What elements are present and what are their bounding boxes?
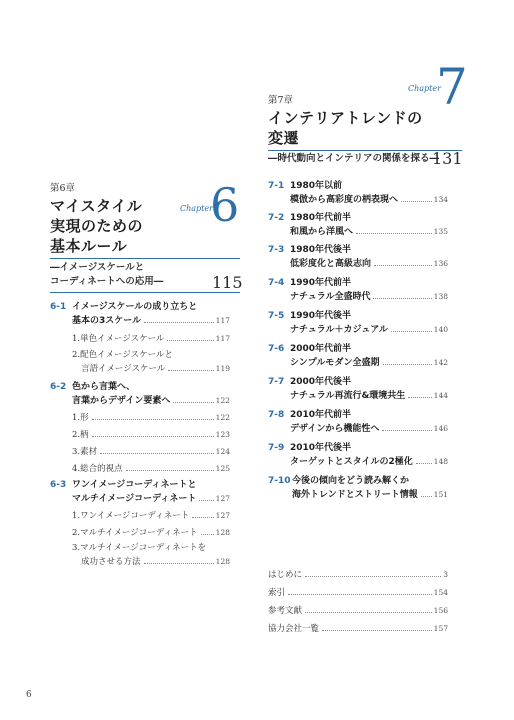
toc-entry-6-1[interactable] — [50, 301, 230, 328]
entry-title-line-2: ターゲットとスタイルの2極化 — [290, 457, 413, 467]
subentry-page: 117 — [215, 334, 230, 343]
subentry-title: 3.素材 — [72, 447, 98, 457]
chapter6-subtitle — [50, 261, 163, 289]
entry-title-line-2: 低彩度化と高級志向 — [290, 259, 372, 269]
toc-subentry-6-2-3[interactable] — [72, 445, 230, 459]
chapter6-rule-bottom — [50, 292, 240, 293]
entry-title-line-1: イメージスケールの成り立ちと — [72, 302, 198, 312]
toc-subentry-6-1-2[interactable] — [72, 349, 230, 376]
entry-title-line-1: 2010年代前半 — [290, 410, 352, 420]
entry-number: 7-6 — [268, 344, 285, 354]
subentry-page: 128 — [215, 528, 230, 537]
subentry-page: 128 — [215, 557, 230, 566]
chapter6-subtitle-line-2: コーディネートへの応用― — [50, 276, 164, 287]
chapter6-big-number: 6 — [210, 178, 240, 232]
entry-number: 7-3 — [268, 245, 285, 255]
subentry-title-line-2: 成功させる方法 — [81, 557, 141, 567]
subentry-title-line-1: 3.マルチイメージコーディネートを — [72, 543, 207, 553]
chapter7-title-line-2: 変遷 — [268, 129, 300, 147]
entry-page: 146 — [433, 424, 448, 433]
toc-entry-7-6[interactable] — [268, 343, 448, 370]
chapter6-chapter-word: Chapter — [180, 204, 213, 213]
toc-backmatter-index[interactable] — [268, 586, 448, 600]
entry-number: 7-10 — [268, 476, 291, 486]
toc-subentry-6-2-1[interactable] — [72, 411, 230, 425]
toc-entry-7-10[interactable] — [268, 475, 448, 502]
entry-title-line-1: 2000年代前半 — [290, 344, 352, 354]
toc-entry-7-3[interactable] — [268, 244, 448, 271]
entry-number: 7-8 — [268, 410, 285, 420]
entry-title-line-1: 1990年代前半 — [290, 278, 352, 288]
chapter6-page: 115 — [212, 273, 243, 292]
backmatter-page: 156 — [433, 606, 448, 615]
entry-number: 7-5 — [268, 311, 285, 321]
entry-title-line-1: 今後の傾向をどう読み解くか — [292, 476, 410, 486]
chapter7-title-line-1: インテリアトレンドの — [268, 109, 423, 127]
subentry-title: 2.柄 — [72, 430, 89, 440]
entry-title-line-1: 色から言葉へ、 — [72, 382, 136, 392]
chapter6-title-line-3: 基本ルール — [50, 237, 128, 255]
page-number: 6 — [26, 690, 32, 700]
entry-title-line-2: 言葉からデザイン要素へ — [72, 396, 171, 406]
entry-title-line-1: 2000年代後半 — [290, 377, 352, 387]
subentry-page: 125 — [215, 464, 230, 473]
chapter7-page: 131 — [432, 149, 463, 168]
entry-title-line-1: 1980年代後半 — [290, 245, 352, 255]
entry-number: 6-1 — [50, 302, 67, 312]
backmatter-page: 157 — [433, 624, 448, 633]
entry-page: 127 — [215, 494, 230, 503]
toc-entry-6-2[interactable] — [50, 381, 230, 408]
toc-backmatter-partners[interactable] — [268, 622, 448, 636]
chapter7-title — [268, 108, 423, 148]
chapter7-label: 第7章 — [268, 95, 294, 106]
entry-number: 6-2 — [50, 382, 67, 392]
toc-entry-7-9[interactable] — [268, 442, 448, 469]
subentry-title: 2.マルチイメージコーディネート — [72, 528, 198, 538]
chapter6-title-line-1: マイスタイル — [50, 197, 143, 215]
chapter7-chapter-word: Chapter — [408, 84, 441, 93]
chapter6-rule — [50, 258, 240, 259]
entry-title-line-1: 2010年代後半 — [290, 443, 352, 453]
subentry-title: 1.形 — [72, 413, 89, 423]
toc-backmatter-references[interactable] — [268, 604, 448, 618]
entry-number: 7-7 — [268, 377, 285, 387]
subentry-page: 124 — [215, 447, 230, 456]
entry-page: 138 — [433, 292, 448, 301]
entry-title-line-2: ナチュラル全盛時代 — [290, 292, 371, 302]
entry-page: 140 — [433, 325, 448, 334]
entry-number: 7-2 — [268, 213, 285, 223]
subentry-title: 1.単色イメージスケール — [72, 334, 165, 344]
entry-title-line-2: ナチュラル＋カジュアル — [290, 325, 388, 335]
entry-title-line-2: 和風から洋風へ — [290, 227, 354, 237]
chapter7-subtitle: ―時代動向とインテリアの関係を探る― — [268, 153, 440, 164]
entry-title-line-2: 模倣から高彩度の柄表現へ — [290, 195, 399, 205]
toc-subentry-6-3-2[interactable] — [72, 526, 230, 540]
entry-number: 7-1 — [268, 181, 285, 191]
entry-page: 122 — [215, 396, 230, 405]
entry-title-line-1: 1980年以前 — [290, 181, 343, 191]
entry-page: 148 — [433, 457, 448, 466]
entry-page: 117 — [215, 316, 230, 325]
entry-title-line-1: 1980年代前半 — [290, 213, 352, 223]
entry-title-line-1: ワンイメージコーディネートと — [72, 480, 197, 490]
entry-page: 135 — [433, 227, 448, 236]
entry-title-line-2: 海外トレンドとストリート情報 — [292, 490, 418, 500]
entry-title-line-2: マルチイメージコーディネート — [72, 494, 197, 504]
toc-subentry-6-3-3[interactable] — [72, 542, 230, 569]
toc-entry-7-7[interactable] — [268, 376, 448, 403]
subentry-page: 122 — [215, 413, 230, 422]
entry-number: 6-3 — [50, 480, 67, 490]
toc-backmatter-preface[interactable] — [268, 568, 448, 582]
backmatter-page: 3 — [443, 570, 448, 579]
backmatter-label: 索引 — [268, 588, 286, 598]
backmatter-page: 154 — [433, 588, 448, 597]
chapter6-subtitle-line-1: ―イメージスケールと — [50, 262, 145, 273]
chapter6-label: 第6章 — [50, 183, 76, 194]
toc-entry-7-2[interactable] — [268, 212, 448, 239]
entry-title-line-1: 1990年代後半 — [290, 311, 352, 321]
toc-subentry-6-3-1[interactable] — [72, 509, 230, 523]
entry-title-line-2: シンプルモダン全盛期 — [290, 358, 380, 368]
toc-entry-7-8[interactable] — [268, 409, 448, 436]
subentry-page: 123 — [215, 430, 230, 439]
entry-page: 144 — [433, 391, 448, 400]
backmatter-label: はじめに — [268, 570, 303, 580]
entry-title-line-2: 基本の3スケール — [72, 316, 142, 326]
subentry-title: 4.総合的視点 — [72, 464, 123, 474]
entry-page: 142 — [433, 358, 448, 367]
toc-entry-7-5[interactable] — [268, 310, 448, 337]
toc-entry-7-4[interactable] — [268, 277, 448, 304]
chapter6-title-line-2: 実現のための — [50, 217, 144, 235]
chapter6-title — [50, 196, 143, 256]
toc-subentry-6-2-2[interactable] — [72, 428, 230, 442]
toc-entry-7-1[interactable] — [268, 180, 448, 207]
subentry-title: 1.ワンイメージコーディネート — [72, 511, 190, 521]
backmatter-label: 参考文献 — [268, 606, 303, 616]
backmatter-label: 協力会社一覧 — [268, 624, 320, 634]
entry-number: 7-9 — [268, 443, 285, 453]
entry-number: 7-4 — [268, 278, 285, 288]
toc-subentry-6-1-1[interactable] — [72, 332, 230, 346]
entry-page: 136 — [433, 259, 448, 268]
chapter7-big-number: 7 — [436, 58, 468, 116]
subentry-title-line-1: 2.配色イメージスケールと — [72, 350, 173, 360]
subentry-title-line-2: 言語イメージスケール — [81, 364, 166, 374]
entry-title-line-2: ナチュラル再流行&環境共生 — [290, 391, 406, 401]
entry-page: 151 — [433, 490, 448, 499]
subentry-page: 119 — [215, 364, 230, 373]
entry-page: 134 — [433, 195, 448, 204]
subentry-page: 127 — [215, 511, 230, 520]
toc-entry-6-3[interactable] — [50, 479, 230, 506]
entry-title-line-2: デザインから機能性へ — [290, 424, 380, 434]
toc-subentry-6-2-4[interactable] — [72, 462, 230, 476]
